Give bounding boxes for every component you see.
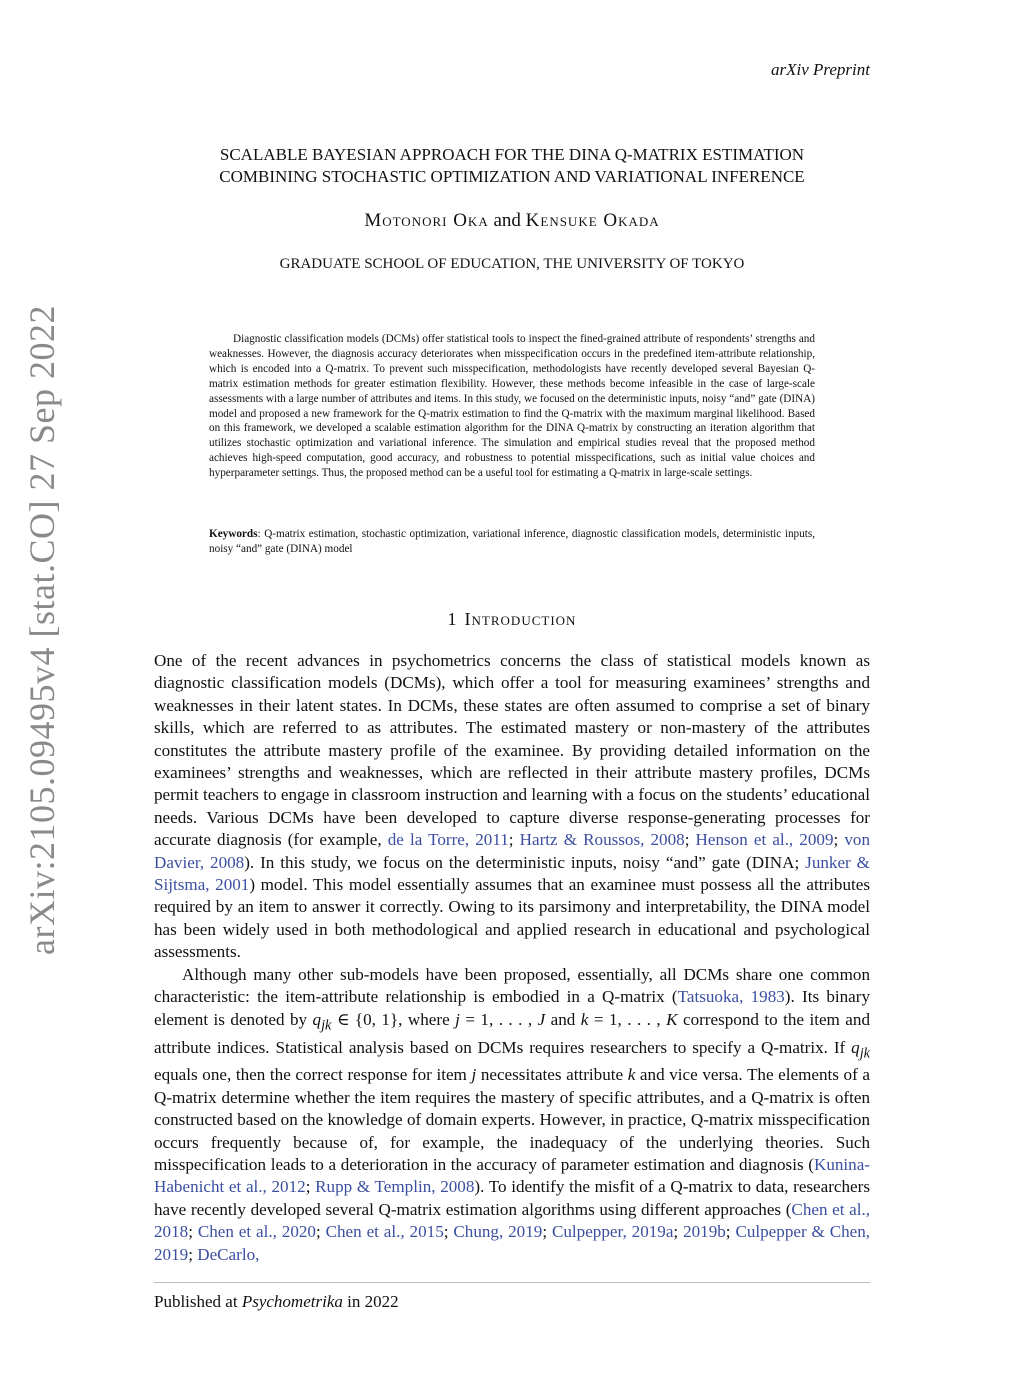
math-subscript: jk bbox=[859, 1045, 870, 1062]
citation-link[interactable]: Chen et al., 2020 bbox=[197, 1222, 316, 1242]
text: and vice versa. The elements of a Q-matrix determine whether the item requires the mastery of specific attributes, and a Q-matrix is often constructed based on the knowledge of domain experts. However, in practice, Q-matrix misspecification occurs frequently because of, for example, the inadequacy of the underlying theories. Such misspecification leads to a deterioration in the accuracy of parameter estimation and diagnosis ( bbox=[154, 1065, 870, 1175]
text: ; bbox=[315, 1222, 326, 1242]
citation-link[interactable]: Tatsuoka, 1983 bbox=[677, 987, 785, 1007]
text: necessitates attribute bbox=[476, 1065, 628, 1085]
footer-prefix: Published at bbox=[154, 1292, 242, 1311]
footer-journal: Psychometrika bbox=[241, 1292, 343, 1311]
math-symbol: q bbox=[312, 1009, 322, 1029]
text: ). Its binary element is denoted by bbox=[154, 987, 870, 1029]
author-1: Motonori Oka bbox=[364, 210, 489, 231]
math-text: ∈ {0, 1} bbox=[331, 1009, 399, 1029]
math-subscript: jk bbox=[321, 1017, 332, 1034]
text: ). To identify the misfit of a Q-matrix to data, researchers have recently developed several Q-matrix estimation algorithms using different approaches ( bbox=[154, 1177, 870, 1219]
text: ; bbox=[542, 1222, 552, 1242]
text: One of the recent advances in psychometrics concerns the class of statistical models known as diagnostic classification models (DCMs), which offer a tool for measuring examinees’ strengths and weaknesses in their latent states. In DCMs, these states are often assumed to comprise a set of binary skills, which are referred to as attributes. The estimated mastery or non-mastery of the attributes constitutes the attribute mastery profile of the examinee. By providing detailed information on the examinees’ strengths and weaknesses, which are reflected in their attribute mastery profiles, DCMs permit teachers to engage in classroom instruction and learning with a focus on the students’ educational needs. Various DCMs have been developed to capture diverse response-generating processes for accurate diagnosis (for example, bbox=[154, 651, 870, 850]
arxiv-identifier-text: arXiv:2105.09495v4 [stat.CO] 27 Sep 2022 bbox=[22, 305, 62, 955]
text: ; bbox=[305, 1177, 316, 1197]
section-heading bbox=[154, 609, 870, 630]
math-symbol: q bbox=[851, 1037, 860, 1057]
citation-link[interactable]: Hartz & Roussos, 2008 bbox=[519, 830, 685, 850]
keywords bbox=[209, 527, 815, 557]
text: , where bbox=[398, 1009, 456, 1029]
text: ; bbox=[188, 1244, 198, 1264]
text: ). In this study, we focus on the deterministic inputs, noisy “and” gate (DINA; bbox=[244, 852, 806, 872]
citation-link[interactable]: Chen et al., 2015 bbox=[325, 1222, 444, 1242]
citation-link[interactable]: DeCarlo, bbox=[197, 1244, 260, 1264]
math-text: = 1, . . . , bbox=[588, 1009, 667, 1029]
text: ; bbox=[188, 1222, 198, 1242]
author-2: Kensuke Okada bbox=[525, 210, 660, 231]
math-symbol: j bbox=[471, 1065, 477, 1085]
keywords-label: Keywords bbox=[209, 528, 258, 540]
text: ; bbox=[673, 1222, 684, 1242]
text: Although many other sub-models have been proposed, essentially, all DCMs share one common characteristic: the item-attribute relationship is embodied in a Q-matrix ( bbox=[154, 965, 870, 1007]
math-symbol: k bbox=[627, 1065, 636, 1085]
footer-divider bbox=[154, 1282, 870, 1283]
citation-link[interactable]: Junker & Sijtsma, 2001 bbox=[154, 852, 870, 895]
text: and bbox=[545, 1009, 581, 1029]
abstract: Diagnostic classification models (DCMs) offer statistical tools to inspect the fined-grained attribute of respondents’ strengths and weaknesses. However, the diagnosis accuracy deteriorates when misspecification occurs in the predefined item-attribute relationship, which is encoded into a Q-matrix. To prevent such misspecification, methodologists have recently developed several Bayesian Q-matrix estimation methods for greater estimation flexibility. However, these methods become infeasible in the case of large-scale assessments with a large number of attributes and items. In this study, we focused on the deterministic inputs, noisy “and” gate (DINA) model and proposed a new framework for the Q-matrix estimation to find the Q-matrix with the maximum marginal likelihood. Based on this framework, we developed a scalable estimation algorithm for the DINA Q-matrix by constructing an iteration algorithm that utilizes stochastic optimization and variational inference. The simulation and empirical studies reveal that the proposed method achieves high-speed computation, good accuracy, and robustness to potential misspecifications, such as initial value choices and hyperparameter settings. Thus, the proposed method can be a useful tool for estimating a Q-matrix in large-scale settings. bbox=[209, 333, 815, 480]
text: ; bbox=[725, 1222, 736, 1242]
math-text: = 1, . . . , bbox=[459, 1009, 538, 1029]
paragraph-2 bbox=[154, 964, 870, 1266]
author-join: and bbox=[493, 210, 521, 231]
section-number: 1 bbox=[447, 609, 457, 629]
authors bbox=[154, 210, 870, 232]
math-symbol: K bbox=[666, 1009, 678, 1029]
footer-note bbox=[154, 1292, 399, 1312]
citation-link[interactable]: Chung, 2019 bbox=[453, 1222, 543, 1242]
citation-link[interactable]: Chen et al., 2018 bbox=[154, 1199, 870, 1242]
math-symbol: k bbox=[580, 1009, 589, 1029]
text: correspond to the item and attribute indices. Statistical analysis based on DCMs requires researchers to specify a Q-matrix. If bbox=[154, 1009, 870, 1057]
citation-link[interactable]: Culpepper & Chen, 2019 bbox=[154, 1222, 871, 1264]
math-symbol: J bbox=[537, 1009, 546, 1029]
math-symbol: j bbox=[455, 1009, 460, 1029]
citation-link[interactable]: Kunina-Habenicht et al., 2012 bbox=[154, 1155, 870, 1197]
paper-title bbox=[154, 144, 870, 188]
text: ) model. This model essentially assumes that an examinee must possess all the attributes required by an item to answer it correctly. Owing to its parsimony and interpretability, the DINA model has been widely used in both methodological and applied research in educational and psychological assessments. bbox=[154, 875, 870, 962]
keywords-text: : Q-matrix estimation, stochastic optimization, variational inference, diagnostic classification models, deterministic inputs, noisy “and” gate (DINA) model bbox=[209, 528, 815, 555]
text: ; bbox=[833, 830, 845, 850]
citation-link[interactable]: 2019b bbox=[683, 1222, 726, 1242]
section-title: Introduction bbox=[464, 609, 577, 629]
citation-link[interactable]: de la Torre, 2011 bbox=[387, 830, 509, 850]
affiliation: GRADUATE SCHOOL OF EDUCATION, THE UNIVERSITY OF TOKYO bbox=[279, 256, 745, 272]
text: equals one, then the correct response for item bbox=[154, 1065, 472, 1085]
citation-link[interactable]: Henson et al., 2009 bbox=[695, 830, 834, 850]
footer-suffix: in 2022 bbox=[342, 1292, 399, 1311]
citation-link[interactable]: Rupp & Templin, 2008 bbox=[315, 1177, 475, 1197]
title-line-2: COMBINING STOCHASTIC OPTIMIZATION AND VARIATIONAL INFERENCE bbox=[219, 167, 805, 186]
paragraph-1 bbox=[154, 650, 870, 964]
arxiv-side-identifier bbox=[12, 290, 72, 970]
text: ; bbox=[508, 830, 520, 850]
title-line-1: SCALABLE BAYESIAN APPROACH FOR THE DINA Q-MATRIX ESTIMATION bbox=[219, 145, 805, 164]
citation-link[interactable]: von Davier, 2008 bbox=[154, 830, 870, 872]
citation-link[interactable]: Culpepper, 2019a bbox=[551, 1222, 674, 1242]
text: ; bbox=[684, 830, 696, 850]
header-note: arXiv Preprint bbox=[771, 60, 870, 79]
text: ; bbox=[443, 1222, 454, 1242]
